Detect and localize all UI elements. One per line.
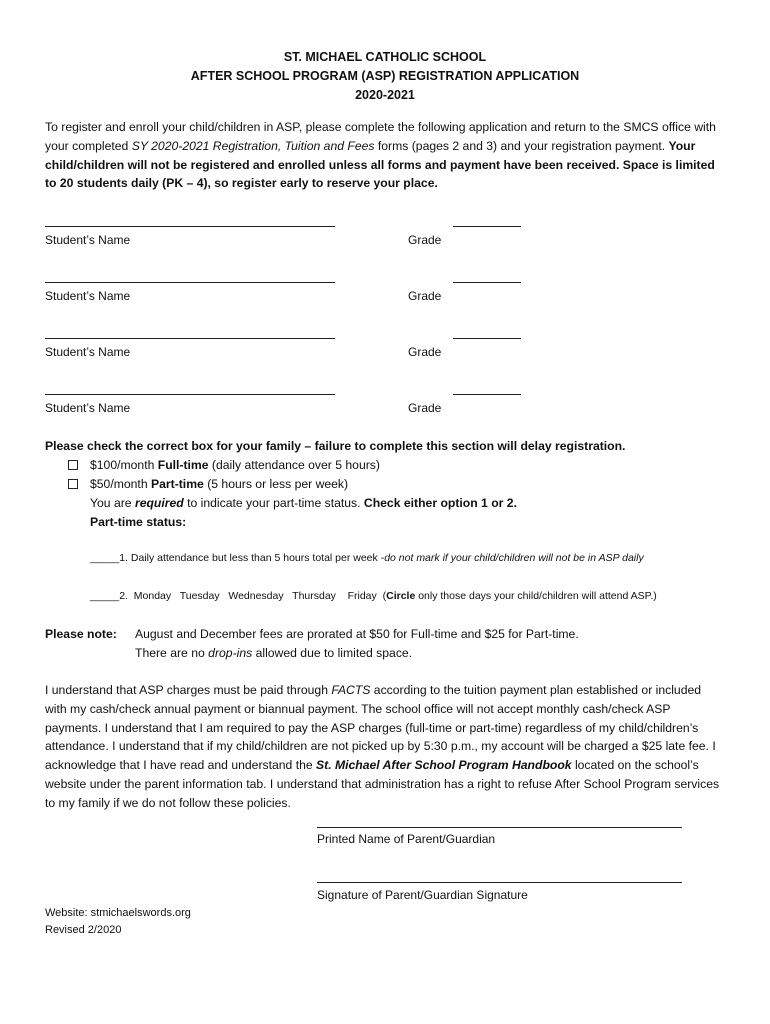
- req-emphasis: required: [134, 496, 184, 510]
- req-text-3: to indicate your part-time status.: [183, 496, 364, 510]
- option-1-blank[interactable]: _____: [90, 552, 120, 564]
- grade-line[interactable]: [453, 282, 521, 283]
- option-2-days: 2. Monday Tuesday Wednesday Thursday Friday (: [119, 590, 387, 602]
- grade-label: Grade: [408, 289, 442, 303]
- agreement-text-5: located on the school’s website under the parent information tab. I understand that administration has a right to refuse After School Program services to my family if we do not follow these policies.: [45, 758, 720, 810]
- req-text-1: You are: [90, 496, 135, 510]
- note-text-a: There are no: [135, 646, 209, 660]
- revised-date: Revised 2/2020: [45, 924, 122, 936]
- agreement-facts: FACTS: [331, 683, 371, 697]
- part-time-label: Part-time: [150, 477, 204, 491]
- intro-text-1: To register and enroll your child/children in ASP, please complete the following application and return to the SMCS office with your completed: [45, 120, 716, 153]
- printed-name-label: Printed Name of Parent/Guardian: [317, 832, 496, 846]
- option-2-blank[interactable]: _____: [90, 590, 120, 602]
- signature-label: Signature of Parent/Guardian Signature: [317, 888, 528, 902]
- school-year: 2020-2021: [355, 88, 415, 102]
- grade-label: Grade: [408, 233, 442, 247]
- part-time-option-1: [90, 552, 644, 564]
- intro-text-3: forms (pages 2 and 3) and your registration payment.: [374, 138, 669, 153]
- student-name-line[interactable]: [45, 394, 335, 395]
- signature-line[interactable]: [317, 882, 682, 883]
- student-name-label: Student’s Name: [45, 289, 131, 303]
- grade-line[interactable]: [453, 394, 521, 395]
- full-time-label: Full-time: [157, 458, 209, 472]
- intro-paragraph: [45, 118, 725, 193]
- part-time-price: $50/month: [90, 477, 151, 491]
- agreement-text-1: I understand that ASP charges must be paid through: [45, 683, 332, 697]
- option-1-text: 1. Daily attendance but less than 5 hours total per week -: [119, 552, 385, 564]
- student-name-line[interactable]: [45, 282, 335, 283]
- student-name-label: Student’s Name: [45, 401, 131, 415]
- grade-label: Grade: [408, 401, 442, 415]
- part-time-option-2: [90, 590, 657, 602]
- note-label: Please note:: [45, 627, 117, 641]
- website: Website: stmichaelswords.org: [45, 907, 191, 919]
- full-time-checkbox[interactable]: [68, 460, 78, 470]
- part-time-desc: (5 hours or less per week): [203, 477, 349, 491]
- agreement-paragraph: [45, 681, 720, 813]
- intro-warning: Your child/children will not be registered and enrolled unless all forms and payment have been received. Space is limited to 20 students daily (PK – 4), so register early to reserve your place.: [45, 138, 715, 191]
- school-name: ST. MICHAEL CATHOLIC SCHOOL: [283, 50, 487, 64]
- option-1-italic: do not mark if your child/children will not be in ASP daily: [384, 552, 644, 564]
- note-text-c: allowed due to limited space.: [252, 646, 413, 660]
- full-time-price: $100/month: [90, 458, 158, 472]
- form-title: AFTER SCHOOL PROGRAM (ASP) REGISTRATION APPLICATION: [190, 69, 580, 83]
- grade-line[interactable]: [453, 226, 521, 227]
- requirement-note: [90, 494, 517, 513]
- req-instruction: Check either option 1 or 2.: [363, 496, 517, 510]
- option-2-bold: Circle: [386, 590, 416, 602]
- student-name-line[interactable]: [45, 338, 335, 339]
- full-time-desc: (daily attendance over 5 hours): [208, 458, 380, 472]
- student-name-label: Student’s Name: [45, 345, 131, 359]
- options-heading: Please check the correct box for your family – failure to complete this section will delay registration.: [45, 439, 626, 453]
- grade-line[interactable]: [453, 338, 521, 339]
- grade-label: Grade: [408, 345, 442, 359]
- part-time-status-label: Part-time status:: [90, 515, 187, 529]
- student-name-line[interactable]: [45, 226, 335, 227]
- note-line-2: [135, 644, 412, 663]
- part-time-option[interactable]: [68, 475, 348, 494]
- intro-form-name: SY 2020-2021 Registration, Tuition and Fees: [131, 138, 375, 153]
- printed-name-line[interactable]: [317, 827, 682, 828]
- part-time-checkbox[interactable]: [68, 479, 78, 489]
- full-time-option[interactable]: [68, 456, 380, 475]
- student-name-label: Student’s Name: [45, 233, 131, 247]
- agreement-text-3: according to the tuition payment plan established or included with my cash/check annual payment or biannual payment. The school office will not accept monthly cash/check ASP payments. I understand that I am required to pay the ASP charges (full-time or part-time) regardless of my child/children’s attendance. I understand that if my child/children are not picked up by 5:30 p.m., my account will be charged a $25 late fee. I acknowledge that I have read and understand the: [45, 683, 716, 773]
- option-2-rest: only those days your child/children will attend ASP.): [415, 590, 657, 602]
- agreement-handbook: St. Michael After School Program Handbook: [316, 758, 572, 773]
- note-dropins: drop-ins: [208, 646, 253, 660]
- note-line-1: August and December fees are prorated at $50 for Full-time and $25 for Part-time.: [135, 627, 579, 641]
